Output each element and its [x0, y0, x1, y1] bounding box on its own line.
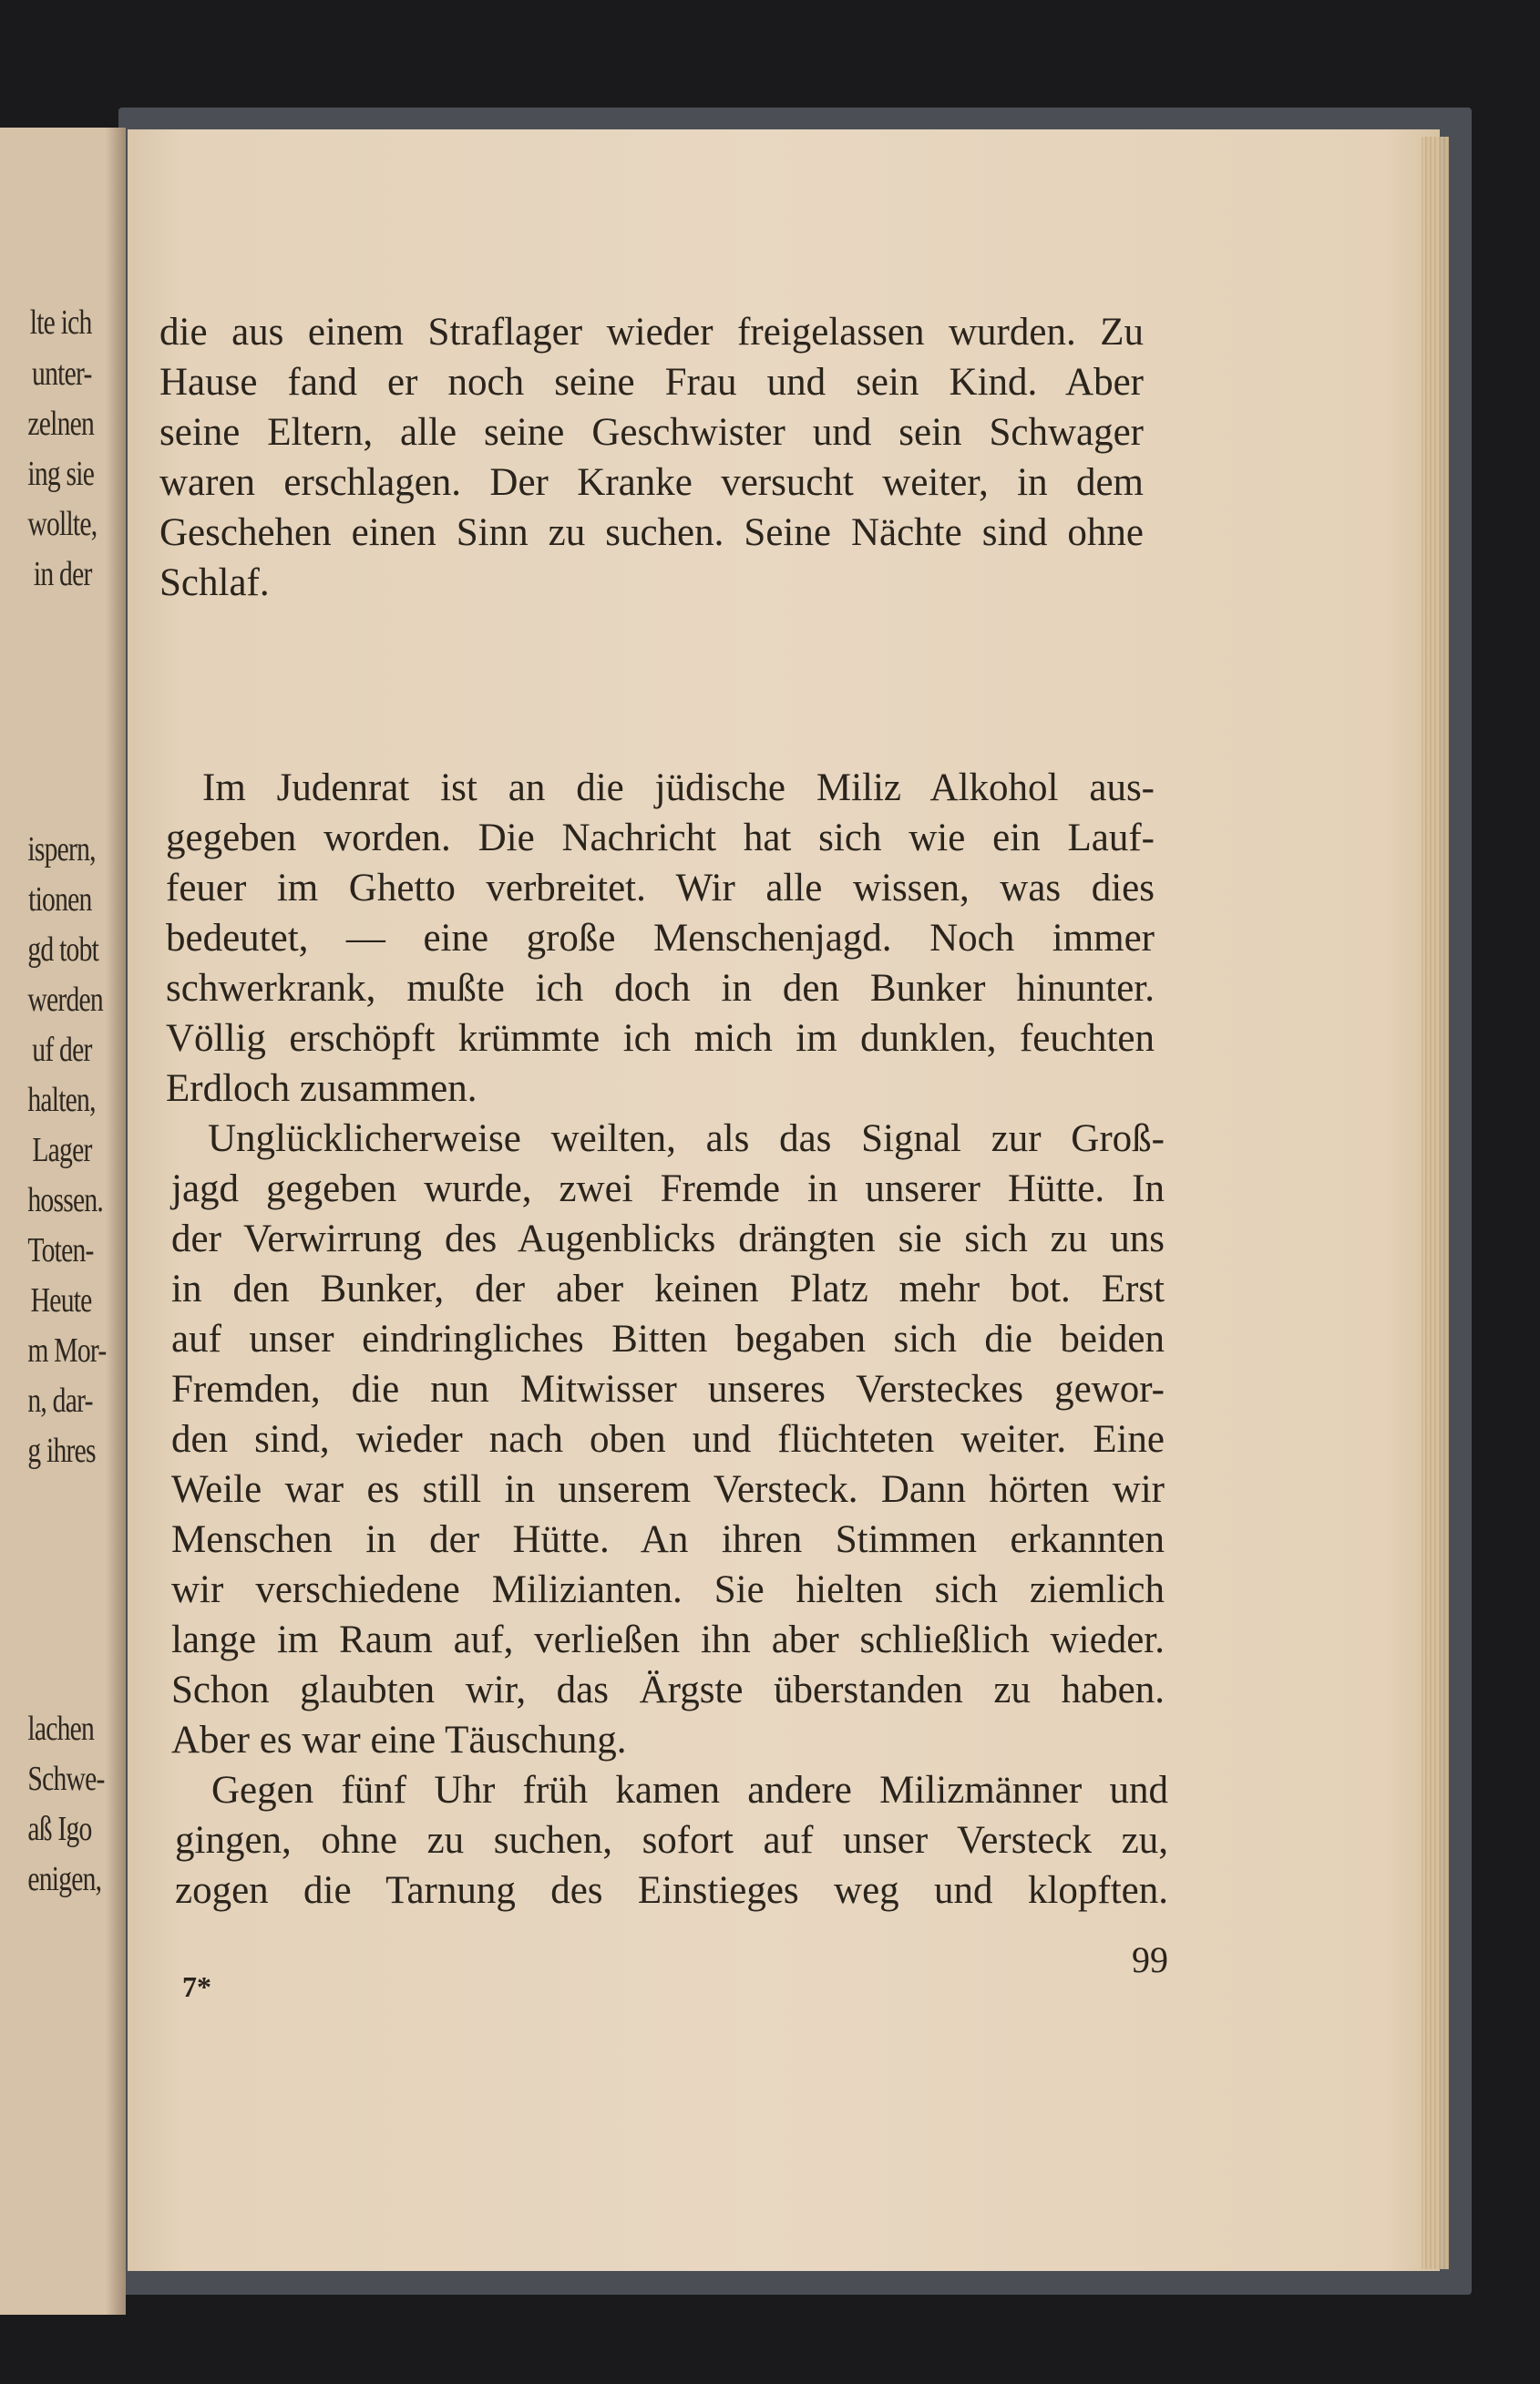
left-page-fragment: ispern, [27, 830, 96, 868]
text-line: Menschen in der Hütte. An ihren Stimmen erkannten [171, 1518, 1165, 1561]
paragraph-4 [175, 1765, 1168, 1916]
paragraph-2 [166, 763, 1155, 1114]
left-page-fragment: Toten- [27, 1231, 94, 1269]
left-page-fragment: m Mor- [27, 1331, 107, 1370]
text-line: Weile war es still in unserem Versteck. Dann hörten wir [171, 1468, 1165, 1511]
left-page-fragment: lte ich [29, 303, 92, 342]
left-page-fragment: g ihres [27, 1432, 96, 1470]
text-line: wir verschiedene Milizianten. Sie hielten sich ziemlich [171, 1568, 1165, 1611]
text-line: waren erschlagen. Der Kranke versucht weiter, in dem [159, 461, 1144, 504]
left-page-fragment: uf der [32, 1031, 92, 1069]
left-page [0, 128, 126, 2315]
text-line: Schon glaubten wir, das Ärgste überstanden zu haben. [171, 1669, 1165, 1711]
left-page-fragment: Lager [32, 1131, 92, 1169]
left-page-fragment: tionen [28, 880, 92, 919]
paragraph-3 [171, 1114, 1165, 1765]
text-line: Geschehen einen Sinn zu suchen. Seine Nächte sind ohne [159, 511, 1144, 554]
left-page-fragment: unter- [32, 355, 92, 393]
text-line: Unglücklicherweise weilten, als das Signal zur Groß- [208, 1117, 1165, 1160]
text-line: Schlaf. [159, 561, 270, 604]
text-line: Erdloch zusammen. [166, 1067, 477, 1110]
text-line: in den Bunker, der aber keinen Platz mehr bot. Erst [171, 1268, 1165, 1310]
text-line: Hause fand er noch seine Frau und sein Kind. Aber [159, 361, 1144, 404]
text-line: den sind, wieder nach oben und flüchteten weiter. Eine [171, 1418, 1165, 1461]
text-line: jagd gegeben wurde, zwei Fremde in unserer Hütte. In [171, 1167, 1165, 1210]
left-page-fragment: hossen. [27, 1181, 104, 1219]
left-page-fragment: gd tobt [27, 930, 99, 969]
left-page-fragment: werden [27, 981, 103, 1019]
page-edge [1422, 137, 1449, 2269]
paragraph-1 [159, 307, 1144, 608]
left-page-fragment: zelnen [27, 405, 95, 443]
right-page [128, 129, 1440, 2271]
text-line: auf unser eindringliches Bitten begaben sich die beiden [171, 1318, 1165, 1361]
text-line: zogen die Tarnung des Einstieges weg und klopften. [175, 1869, 1168, 1912]
left-page-fragment: n, dar- [27, 1382, 93, 1420]
left-page-fragment: wollte, [27, 505, 98, 543]
left-page-fragment: lachen [27, 1710, 95, 1748]
signature-mark: 7* [182, 1970, 211, 2003]
left-page-fragment: halten, [27, 1081, 96, 1119]
left-page-fragment: Heute [30, 1281, 92, 1320]
text-line: der Verwirrung des Augenblicks drängten sie sich zu uns [171, 1218, 1165, 1260]
left-page-fragment: aß Igo [27, 1810, 92, 1848]
text-line: Gegen fünf Uhr früh kamen andere Milizmänner und [211, 1769, 1168, 1812]
text-line: Fremden, die nun Mitwisser unseres Versteckes gewor- [171, 1368, 1165, 1411]
text-line: schwerkrank, mußte ich doch in den Bunker hinunter. [166, 967, 1155, 1010]
text-line: gingen, ohne zu suchen, sofort auf unser Versteck zu, [175, 1819, 1168, 1862]
page-number: 99 [1132, 1939, 1168, 1980]
text-line: seine Eltern, alle seine Geschwister und sein Schwager [159, 411, 1144, 454]
text-line: lange im Raum auf, verließen ihn aber schließlich wieder. [171, 1618, 1165, 1661]
text-line: die aus einem Straflager wieder freigelassen wurden. Zu [159, 311, 1144, 354]
text-line: feuer im Ghetto verbreitet. Wir alle wissen, was dies [166, 867, 1155, 909]
text-line: Völlig erschöpft krümmte ich mich im dunklen, feuchten [166, 1017, 1155, 1060]
text-line: Aber es war eine Täuschung. [171, 1719, 627, 1762]
text-line: Im Judenrat ist an die jüdische Miliz Alkohol aus- [202, 766, 1155, 809]
text-line: bedeutet, — eine große Menschenjagd. Noch immer [166, 917, 1155, 960]
text-line: gegeben worden. Die Nachricht hat sich wie ein Lauf- [166, 817, 1155, 859]
left-page-fragment: Schwe- [27, 1760, 105, 1798]
left-page-fragment: enigen, [27, 1860, 102, 1898]
left-page-fragment: in der [33, 555, 92, 593]
left-page-fragment: ing sie [27, 455, 95, 493]
